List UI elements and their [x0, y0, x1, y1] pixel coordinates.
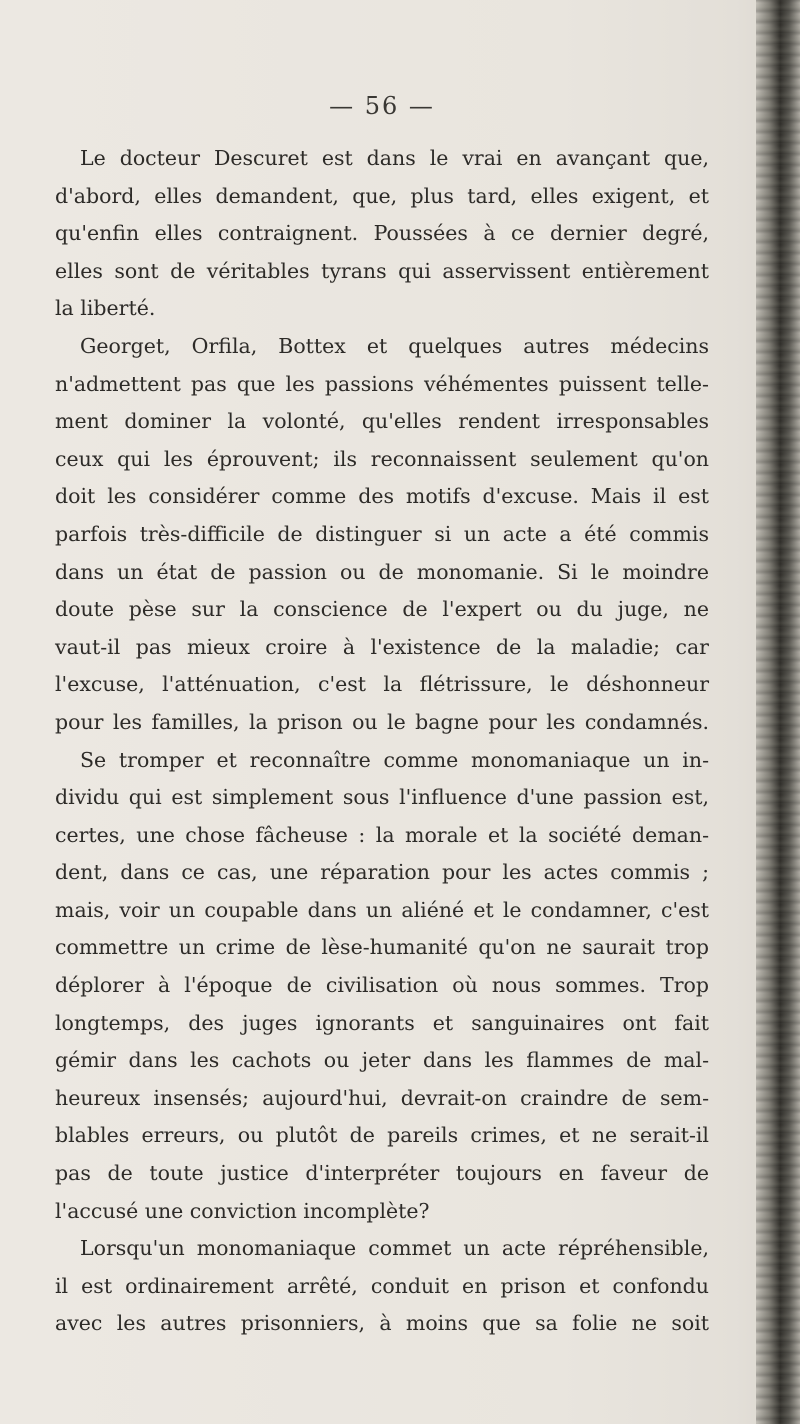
- text-line: Le docteur Descuret est dans le vrai en avançant que,: [80, 146, 709, 170]
- text-line: la liberté.: [55, 296, 156, 321]
- text-line: doit les considérer comme des motifs d'excuse. Mais il est: [55, 484, 709, 509]
- text-line: ceux qui les éprouvent; ils reconnaissent seulement qu'on: [55, 446, 709, 471]
- text-line: mais, voir un coupable dans un aliéné et le condamner, c'est: [55, 897, 709, 922]
- text-line: Georget, Orfila, Bottex et quelques autres médecins: [80, 333, 709, 358]
- text-line: n'admettent pas que les passions véhémentes puissent telle-: [55, 371, 709, 396]
- text-line: pas de toute justice d'interpréter toujours en faveur de: [55, 1161, 709, 1186]
- text-line: pour les familles, la prison ou le bagne pour les condamnés.: [55, 709, 709, 734]
- text-line: l'accusé une conviction incomplète?: [55, 1198, 430, 1223]
- text-line: dent, dans ce cas, une réparation pour les actes commis ;: [55, 860, 709, 885]
- text-line: gémir dans les cachots ou jeter dans les flammes de mal-: [55, 1048, 709, 1073]
- text-line: d'abord, elles demandent, que, plus tard, elles exigent, et: [55, 183, 709, 208]
- text-line: vaut-il pas mieux croire à l'existence de la maladie; car: [55, 634, 709, 659]
- text-line: heureux insensés; aujourd'hui, devrait-on craindre de sem-: [55, 1085, 709, 1110]
- text-line: parfois très-difficile de distinguer si un acte a été commis: [55, 521, 709, 546]
- text-line: l'excuse, l'atténuation, c'est la flétrissure, le déshonneur: [55, 672, 709, 697]
- text-line: déplorer à l'époque de civilisation où nous sommes. Trop: [55, 973, 709, 998]
- book-binding-edge: [756, 0, 800, 1424]
- text-line: certes, une chose fâcheuse : la morale et la société deman-: [55, 822, 709, 847]
- text-line: Lorsqu'un monomaniaque commet un acte répréhensible,: [80, 1236, 709, 1261]
- body-text: [55, 140, 709, 1343]
- page-number: — 56 —: [329, 92, 435, 120]
- text-line: blables erreurs, ou plutôt de pareils crimes, et ne serait-il: [55, 1123, 709, 1148]
- text-line: ment dominer la volonté, qu'elles rendent irresponsables: [55, 409, 709, 434]
- text-line: qu'enfin elles contraignent. Poussées à ce dernier degré,: [55, 221, 709, 246]
- text-line: avec les autres prisonniers, à moins que sa folie ne soit: [55, 1311, 709, 1336]
- text-line: Se tromper et reconnaître comme monomaniaque un in-: [80, 747, 709, 772]
- text-line: longtemps, des juges ignorants et sanguinaires ont fait: [55, 1010, 709, 1035]
- text-line: elles sont de véritables tyrans qui asservissent entièrement: [55, 258, 709, 283]
- text-line: doute pèse sur la conscience de l'expert ou du juge, ne: [55, 597, 709, 622]
- text-line: il est ordinairement arrêté, conduit en prison et confondu: [55, 1273, 709, 1298]
- text-line: dividu qui est simplement sous l'influence d'une passion est,: [55, 785, 709, 810]
- text-line: commettre un crime de lèse-humanité qu'on ne saurait trop: [55, 935, 709, 960]
- text-line: dans un état de passion ou de monomanie. Si le moindre: [55, 559, 709, 584]
